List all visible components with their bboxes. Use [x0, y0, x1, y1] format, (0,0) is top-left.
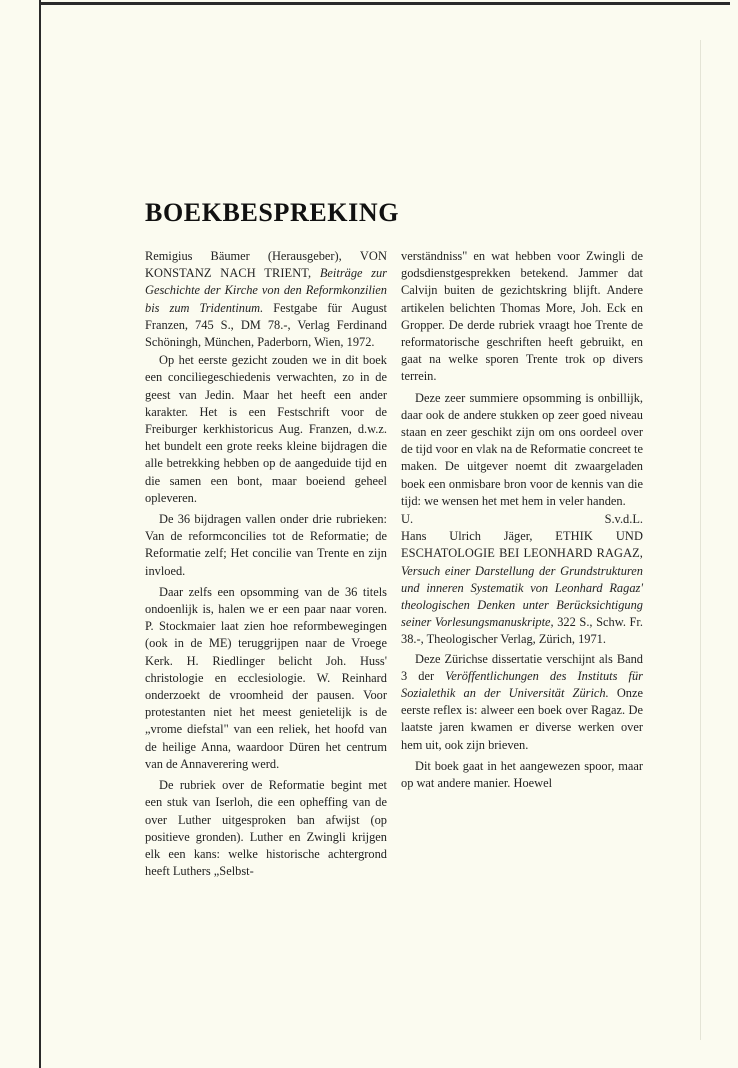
book-2-author: Hans Ulrich Jäger, [401, 529, 533, 544]
reviewer-signature: S.v.d.L. [604, 512, 643, 527]
right-margin-line [700, 40, 701, 1040]
paragraph [401, 651, 643, 754]
paragraph-continuation: verständniss" en wat hebben voor Zwingli de godsdienstgesprekken betekend. Jammer dat Calvijn buiten de gezichtskring blijft. Andere artikelen belichten Thomas More, Joh. Eck en Gropper. De derde rubriek vraagt hoe Trente de reformatorische geschriften heeft gebruikt, en gaat na welke sporen Trente trok op divers terrein. [401, 249, 643, 384]
right-column [401, 248, 643, 792]
book-1-details: Festgabe für August Franzen, 745 S., DM 78.-, Verlag Ferdinand Schöningh, München, Paderborn, Wien, 1972. [145, 300, 387, 350]
book-2-subtitle: Versuch einer Darstellung der Grundstrukturen und inneren Systematik von Leonhard Ragaz' theologischen Denken unter Berücksichtigung seiner Vorlesungsmanuskripte, [401, 563, 643, 630]
book-2-series-intro: Deze Zürichse dissertatie verschijnt als Band 3 der [401, 651, 643, 683]
book-2-title: ETHIK UND ESCHATOLOGIE BEI LEONHARD RAGAZ, [401, 529, 643, 561]
left-column [145, 248, 387, 880]
paragraph: Deze zeer summiere opsomming is onbillijk, daar ook de andere stukken op zeer goed niveau staan en zeer geschikt zijn om ons oordeel over de tijd voor en vlak na de Reformatie concreet te maken. De uitgever noemt dit zwaargeladen boek een onmisbare bron voor de kennis van die tijd: we wensen het met hem in veler handen. [401, 390, 643, 508]
book-1-author: Remigius Bäumer (Herausgeber), [145, 249, 342, 263]
book-1-subtitle: Beiträge zur Geschichte der Kirche von den Reformkonzilien bis zum Tridentinum. [145, 266, 387, 315]
book-2-series-name: Veröffentlichungen des Instituts für Sozialethik an der Universität Zürich. [401, 668, 643, 701]
signature-initial: U. [401, 512, 414, 527]
book-reference-1 [145, 248, 387, 351]
book-1-title: VON KONSTANZ NACH TRIENT, [145, 249, 387, 281]
paragraph-continued: De rubriek over de Reformatie begint met een stuk van Iserloh, die een opheffing van de over Luther uitgesproken ban afwijst (op positieve gronden). Luther en Zwingli krijgen elk een kans: welke historische achtergrond heeft Luthers „Selbst- [145, 778, 387, 879]
signature-line [401, 511, 643, 528]
top-border [40, 2, 730, 5]
paragraph: De 36 bijdragen vallen onder drie rubrieken: Van de reformconcilies tot de Reformatie; de Reformatie zelf; Het concilie van Trente en zijn invloed. [145, 512, 387, 578]
paragraph: Daar zelfs een opsomming van de 36 titels ondoenlijk is, halen we er een paar naar voren. P. Stockmaier laat zien hoe reformbewegingen (ook in de ME) teruggrijpen naar de Vroege Kerk. H. Riedlinger belicht Joh. Huss' christologie en ecclesiologie. W. Reinhard onderzoekt de vroomheid der pausen. Voor protestanten niet het meest genietelijk is de „vrome diefstal" van een reliek, het hoofd van de heilige Anna, waardoor Düren het centrum van de Annaverering werd. [145, 584, 387, 771]
paragraph: Dit boek gaat in het aangewezen spoor, maar op wat andere manier. Hoewel [401, 758, 643, 791]
page-title: BOEKBESPREKING [145, 198, 400, 227]
left-border [39, 0, 41, 1068]
book-reference-2 [401, 528, 643, 648]
paragraph: Op het eerste gezicht zouden we in dit boek een conciliegeschiedenis verwachten, zo in de geest van Jedin. Maar het heeft een ander karakter. Het is een Festschrift voor de Freiburger kerkhistoricus Aug. Franzen, d.w.z. het bundelt een grote reeks kleine bijdragen die alle betrekking hebben op de aangeduide tijd en die samen een bont, maar boeiend geheel opleveren. [145, 353, 387, 505]
book-2-first-reflex: Onze eerste reflex is: alweer een boek over Ragaz. De laatste jaren kwamen er diverse werken over hem uit, ook zijn brieven. [401, 686, 643, 752]
book-2-details: 322 S., Schw. Fr. 38.-, Theologischer Verlag, Zürich, 1971. [401, 615, 643, 647]
